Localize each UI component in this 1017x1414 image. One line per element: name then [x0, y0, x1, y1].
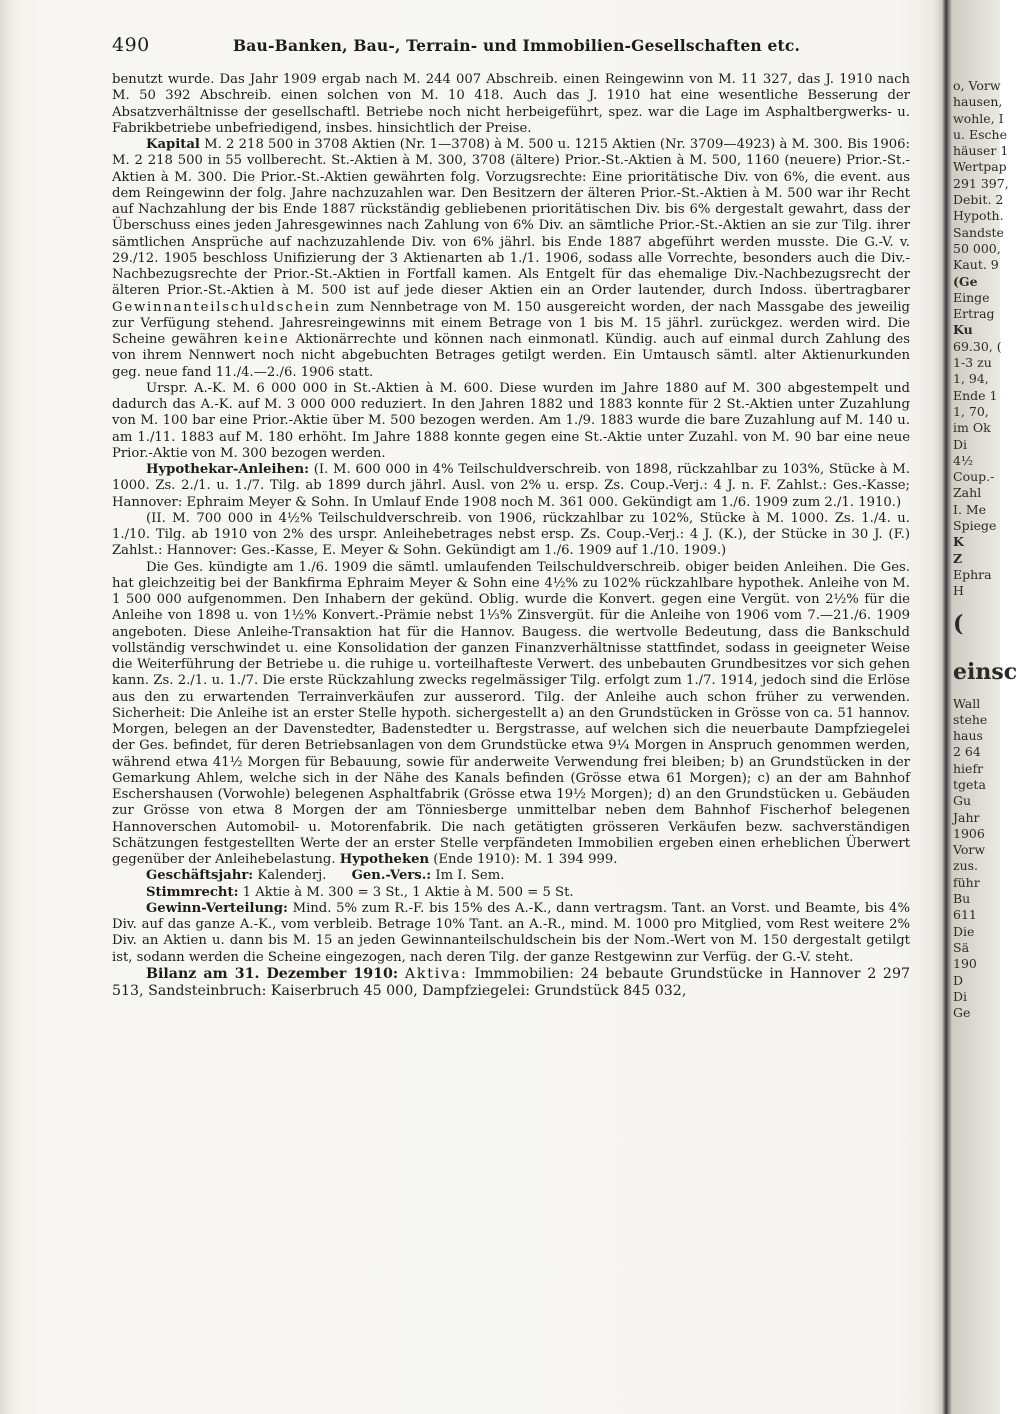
side-fragment: Ende 1 [953, 387, 998, 403]
side-fragment: o, Vorw [953, 78, 1001, 93]
hypothekar-loan-1: (I. M. 600 000 in 4% Teilschuldverschreib. von 1898, rückzahlbar zu 103%, Stücke à M. 1000. Zs. 2./1. u. 1./7. Tilg. ab 1899 durch jährl. Ausl. von 2% u. ersp. Zs. Coup.-Verj.: 4 J. n. F. Zahlst.: Ges.-Kasse; Hannover: Ephraim Meyer & Sohn. In Umlauf Ende 1908 noch M. 361 000. Gekündigt am 1./6. 1909 zum 2./1. 1910.) [112, 462, 910, 510]
side-fragment: 190 [953, 956, 977, 972]
running-head: Bau-Banken, Bau-, Terrain- und Immobilien-Gesellschaften etc. [233, 36, 801, 55]
keine-term: keine [244, 332, 290, 347]
side-fragment: ( [953, 610, 964, 637]
page-number: 490 [112, 34, 150, 56]
geschaeftsjahr-value: Kalenderj. [257, 868, 327, 884]
aktiva-label: Aktiva: [404, 965, 468, 982]
side-fragment: hausen, [953, 94, 1003, 110]
adjacent-page-fragments [953, 78, 1017, 1021]
side-fragment: führ [953, 874, 980, 890]
kapital-paragraph [112, 137, 910, 381]
hypothekar-body-paragraph [112, 560, 910, 869]
bilanz-paragraph [112, 966, 910, 1000]
side-fragment: im Ok [953, 420, 991, 436]
kapital-text-3: Aktionärrechte und können nach einmonatl. Kündig. auch auf einmal durch Zahlung des von ihrem Nennwert noch nicht abgebuchten Betrages getilgt werden. Ein Umtausch sämtl. alter Aktienurkunden geg. neue fand 11./4.—2./6. 1906 statt. [112, 332, 910, 380]
side-fragment: 1-3 zu [953, 355, 992, 371]
hypothekar-heading: Hypothekar-Anleihen: [146, 462, 309, 477]
bilanz-text: Immmobilien: 24 bebaute Grundstücke in Hannover 2 297 513, Sandsteinbruch: Kaiserbruch 45 000, Dampfziegelei: Grundstück 845 032, [112, 965, 911, 999]
kapital-text-1: M. 2 218 500 in 3708 Aktien (Nr. 1—3708) à M. 500 u. 1215 Aktien (Nr. 3709—4923) à M. 300. Bis 1906: M. 2 218 500 in 55 vollberecht. St.-Aktien à M. 300, 3708 (ältere) Prior.-St.-Aktien à M. 500, 1160 (neuere) Prior.-St.-Aktien à M. 300. Die Prior.-St.-Aktien gewährten folg. Vorzugsrechte: Eine prioritätische Div. von 6%, die event. aus dem Reingewinn der folg. Jahre nachzuzahlen war. Den Besitzern der älteren Prior.-St.-Aktien à M. 500 war ihr Recht auf Nachzahlung der bis Ende 1887 rückständig gebliebenen prioritätischen Div. bis 6% dergestalt gewahrt, dass der Überschuss eines jeden Jahresgewinnes nach Zahlung von 6% Div. an sämtliche Prior.-St.-Aktien an sie zur Tilg. ihrer sämtlichen Ansprüche auf nachzuzahlende Div. von 6% jährl. bis Ende 1887 abgeführt werden musste. Die G.-V. v. 29./12. 1905 beschloss Unifizierung der 3 Aktienarten ab 1./1. 1906, sodass alle Vorrechte, besonders auch die Div.-Nachbezugsrechte der Prior.-St.-Aktien in Fortfall kamen. Als Entgelt für das ehemalige Div.-Nachbezugsrecht der älteren Prior.-St.-Aktien à M. 500 ist auf jede dieser Aktien ein an Order lautender, durch Indoss. übertragbarer [112, 137, 910, 299]
side-fragment: einsc [953, 658, 1017, 685]
side-fragment: 1906 [953, 825, 985, 841]
hypothekar-body: Die Ges. kündigte am 1./6. 1909 die sämtl. umlaufenden Teilschuldverschreib. obiger beiden Anleihen. Die Ges. hat gleichzeitig bei der Bankfirma Ephraim Meyer & Sohn eine 4½% zu 102% rückzahlbare hypothek. Anleihe von M. 1 500 000 aufgenommen. Den Inhabern der gekünd. Oblig. wurde die Konvert. gegen eine Vergüt. von 2½% für die Anleihe von 1898 u. von 1½% Konvert.-Prämie nebst 1⅓% Zinsvergüt. für die Anleihe von 1906 vom 7.—21./6. 1909 angeboten. Diese Anleihe-Transaktion hat für die Hannov. Baugess. die wertvolle Bedeutung, dass die Bankschuld vollständig verschwindet u. eine Konsolidation der ganzen Finanzverhältnisse stattfindet, sodass in geeigneter Weise die Weiterführung der Betriebe u. die ruhige u. vorteilhafteste Verwert. des unbebauten Grundbesitzes vor sich gehen kann. Zs. 2./1. u. 1./7. Die erste Rückzahlung zwecks regelmässiger Tilg. erfolgt zum 1./7. 1914, jedoch sind die Erlöse aus den zu erwartenden Terrainverkäufen zur ausserord. Tilg. der Anleihe auch schon früher zu verwenden. Sicherheit: Die Anleihe ist an erster Stelle hypoth. sichergestellt a) an den Grundstücken in Grösse von ca. 51 hannov. Morgen, belegen an der Davenstedter, Badenstedter u. Bergstrasse, auf welchen sich die neuerbaute Dampfziegelei der Ges. befindet, für deren Betriebsanlagen von dem Grundstücke etwa 9¼ Morgen in Anspruch genommen werden, während etwa 41½ Morgen für Bebauung, sowie für anderweite Verwendung frei bleiben; b) an Grundstücken in der Gemarkung Ahlem, welche sich in der Nähe des Kanals befinden (Grösse etwa 61 Morgen); c) an der am Bahnhof Eschershausen (Vorwohle) belegenen Asphaltfabrik (Grösse etwa 19½ Morgen); d) an den Grundstücken u. Gebäuden zur Grösse von etwa 8 Morgen der am Tönniesberge unmittelbar neben dem Bahnhof Fischerhof belegenen Hannoverschen Automobil- u. Motorenfabrik. Die nach getätigten grösseren Verkäufen bezw. sachverständigen Schätzungen festgestellten Werte der an erster Stelle verpfändeten Immobilien ergeben einen erheblichen Überwert gegenüber der Anleihebelastung. [112, 559, 910, 867]
ursprung-paragraph: Urspr. A.-K. M. 6 000 000 in St.-Aktien à M. 600. Diese wurden im Jahre 1880 auf M. 300 abgestempelt und dadurch das A.-K. auf M. 3 000 000 reduziert. In den Jahren 1882 und 1883 konnte für 2 St.-Aktien unter Zuzahlung von M. 100 bar eine Prior.-Aktie über M. 500 bezogen werden. Am 1./9. 1883 wurde die bare Zuzahlung auf M. 140 u. am 1./11. 1883 auf M. 180 erhöht. Im Jahre 1888 konnte gegen eine St.-Aktie unter Zuzahl. von M. 90 bar eine neue Prior.-Aktie von M. 300 bezogen werden. [112, 380, 910, 461]
side-fragment: 69.30, ( [953, 338, 1002, 354]
side-fragment: 291 397, [953, 175, 1009, 191]
side-fragment: Di [953, 988, 968, 1004]
side-fragment: K [953, 534, 964, 550]
kapital-text-2: zum Nennbetrage von M. 150 ausgereicht worden, der nach Massgabe des jeweilig zur Verfügung stehend. Jahresreingewinns mit einem Betrage von 1 bis M. 15 jährl. zurückgez. werden wird. Die Scheine gewähren [112, 299, 910, 347]
side-fragment: Debit. 2 [953, 192, 1004, 208]
hypothekar-loan-2-paragraph: (II. M. 700 000 in 4½% Teilschuldverschreib. von 1906, rückzahlbar zu 102%, Stücke à M. 1000. Zs. 1./4. u. 1./10. Tilg. ab 1910 von 2% des urspr. Anleihebetrages nebst ersp. Zs. Coup.-Verj.: 4 J. (K.), der Stücke in 30 J. (F.) Zahlst.: Hannover: Ges.-Kasse, E. Meyer & Sohn. Gekündigt am 1./6. 1909 auf 1./10. 1909.) [112, 510, 910, 559]
side-fragment: Ku [953, 322, 973, 338]
side-fragment: Sandste [953, 224, 1004, 240]
side-fragment: 2 64 [953, 744, 981, 760]
hypotheken-label: Hypotheken [339, 852, 430, 867]
stimmrecht-line [112, 885, 910, 901]
intro-paragraph [112, 72, 910, 137]
side-fragment: häuser 1 [953, 143, 1009, 159]
side-fragment: haus [953, 728, 983, 744]
side-fragment: Ge [953, 1005, 971, 1021]
gen-vers-value: Im I. Sem. [435, 868, 505, 884]
side-fragment: wohle, I [953, 110, 1004, 126]
side-fragment: Vorw [953, 842, 986, 858]
side-fragment: Wall [953, 695, 981, 711]
side-fragment: Bu [953, 891, 971, 907]
side-fragment: Sä [953, 939, 970, 955]
side-fragment: tgeta [953, 776, 986, 792]
kapital-heading: Kapital [146, 137, 200, 152]
side-fragment: 4½ [953, 452, 974, 468]
side-fragment: Einge [953, 289, 990, 305]
side-fragment: Z [953, 550, 963, 566]
side-fragment: Gu [953, 793, 972, 809]
side-fragment: 1, 94, [953, 371, 989, 387]
gewinn-verteilung-paragraph [112, 901, 910, 966]
stimmrecht-value: 1 Aktie à M. 300 = 3 St., 1 Aktie à M. 500 = 5 St. [242, 884, 574, 900]
side-fragment: Di [953, 436, 968, 452]
main-text-column [112, 72, 910, 1000]
geschaeftsjahr-label: Geschäftsjahr: [146, 868, 254, 884]
side-fragment: Die [953, 923, 975, 939]
side-fragment: Coup.- [953, 469, 995, 485]
side-fragment: stehe [953, 711, 988, 727]
gewinnanteilschuldschein-term: Gewinnanteilschuldschein [112, 299, 331, 315]
stimmrecht-label: Stimmrecht: [146, 884, 239, 900]
side-fragment: D [953, 972, 964, 988]
side-fragment: Kaut. 9 [953, 257, 999, 273]
side-fragment: Jahr [953, 809, 980, 825]
geschaeftsjahr-line [112, 868, 910, 884]
side-fragment: Zahl [953, 485, 982, 501]
gewinn-verteilung-label: Gewinn-Verteilung: [146, 900, 288, 916]
side-fragment: Spiege [953, 518, 997, 534]
hypothekar-paragraph [112, 462, 910, 511]
gewinn-verteilung-value: Mind. 5% zum R.-F. bis 15% des A.-K., dann vertragsm. Tant. an Vorst. und Beamte, bis 4% Div. auf das ganze A.-K., vom verbleib. Betrage 10% Tant. an A.-R., mind. M. 1000 pro Mitglied, vom Rest weitere 2% Div. an Aktien u. dann bis M. 15 an jeden Gewinnanteilschuldschein bis der Nom.-Wert von M. 150 dergestalt getilgt ist, sodann werden die Scheine eingezogen, nach deren Tilg. der ganze Restgewinn zur Verfüg. der G.-V. steht. [112, 900, 910, 965]
gen-vers-label: Gen.-Vers.: [351, 868, 432, 884]
side-fragment: zus. [953, 858, 979, 874]
side-fragment: 1, 70, [953, 403, 989, 419]
intro-text: benutzt wurde. Das Jahr 1909 ergab nach M. 244 007 Abschreib. einen Reingewinn von M. 11 327, das J. 1910 nach M. 50 392 Abschreib. einen solchen von M. 10 418. Auch das J. 1910 hat eine wesentliche Besserung der Absatzverhältnisse der gesellschaftl. Betriebe noch nicht herbeigeführt, spez. war die Lage im Asphaltbergwerks- u. Fabrikbetriebe unbefriedigend, insbes. hinsichtlich der Preise. [112, 72, 910, 136]
side-fragment: Wertpap [953, 159, 1007, 175]
side-fragment: Hypoth. [953, 208, 1004, 224]
side-fragment: I. Me [953, 501, 987, 517]
bilanz-label: Bilanz am 31. Dezember 1910: [146, 965, 399, 982]
side-fragment: (Ge [953, 273, 978, 289]
side-fragment: 50 000, [953, 240, 1001, 256]
side-fragment: 611 [953, 907, 977, 923]
hypotheken-text: (Ende 1910): M. 1 394 999. [433, 852, 618, 867]
side-fragment: Ertrag [953, 306, 995, 322]
side-fragment: u. Esche [953, 126, 1007, 142]
side-fragment: hiefr [953, 760, 984, 776]
side-fragment: H [953, 583, 964, 599]
side-fragment: Ephra [953, 566, 992, 582]
